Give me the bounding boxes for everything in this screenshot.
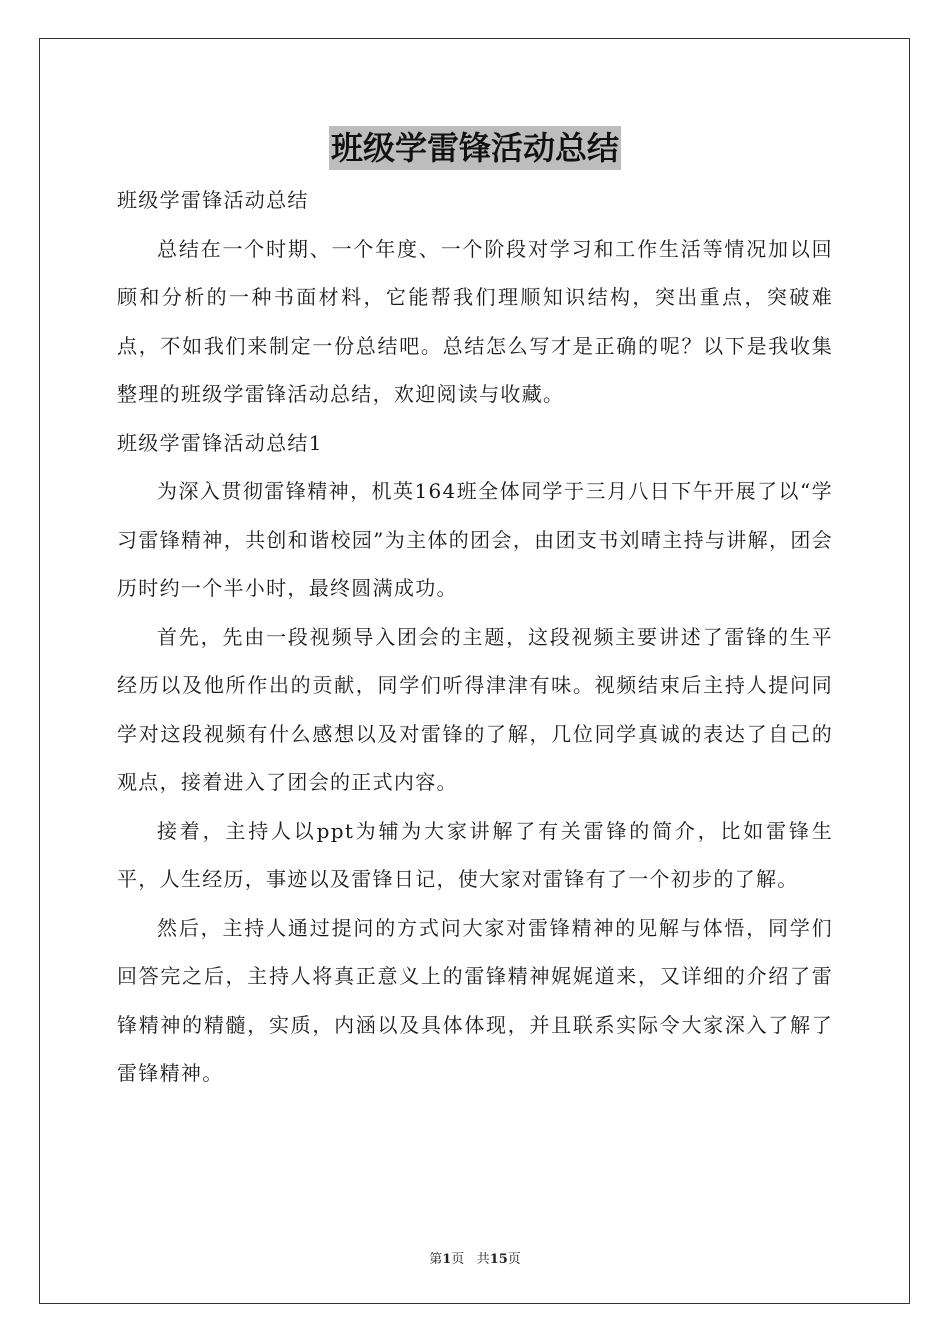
page-footer (0, 1248, 950, 1267)
document-title: 班级学雷锋活动总结 (329, 126, 621, 170)
document-body (117, 176, 833, 1098)
total-suffix: 页 (507, 1252, 521, 1267)
total-prefix: 共 (476, 1252, 490, 1267)
body-paragraph: 然后，主持人通过提问的方式问大家对雷锋精神的见解与体悟，同学们回答完之后，主持人将真正意义上的雷锋精神娓娓道来，又详细的介绍了雷锋精神的精髓，实质，内涵以及具体体现，并且联系实际令大家深入了解了雷锋精神。 (117, 915, 833, 1085)
body-paragraph: 为深入贯彻雷锋精神，机英164班全体同学于三月八日下午开展了以“学习雷锋精神，共创和谐校园”为主体的团会，由团支书刘晴主持与讲解，团会历时约一个半小时，最终圆满成功。 (117, 479, 833, 600)
intro-paragraph: 总结在一个时期、一个年度、一个阶段对学习和工作生活等情况加以回顾和分析的一种书面材料，它能帮我们理顺知识结构，突出重点，突破难点，不如我们来制定一份总结吧。总结怎么写才是正确的呢？以下是我收集整理的班级学雷锋活动总结，欢迎阅读与收藏。 (117, 236, 833, 406)
page-number: 1 (442, 1252, 452, 1267)
page-suffix: 页 (451, 1252, 465, 1267)
body-paragraph: 首先，先由一段视频导入团会的主题，这段视频主要讲述了雷锋的生平经历以及他所作出的贡献，同学们听得津津有味。视频结束后主持人提问同学对这段视频有什么感想以及对雷锋的了解，几位同学真诚的表达了自己的观点，接着进入了团会的正式内容。 (117, 624, 833, 794)
document-subtitle: 班级学雷锋活动总结 (117, 188, 309, 212)
page-prefix: 第 (429, 1252, 443, 1267)
document-title-wrapper (0, 126, 950, 170)
section-heading: 班级学雷锋活动总结1 (117, 430, 323, 455)
total-pages: 15 (489, 1252, 508, 1267)
body-paragraph: 接着，主持人以ppt为辅为大家讲解了有关雷锋的简介，比如雷锋生平，人生经历，事迹以及雷锋日记，使大家对雷锋有了一个初步的了解。 (117, 818, 833, 891)
